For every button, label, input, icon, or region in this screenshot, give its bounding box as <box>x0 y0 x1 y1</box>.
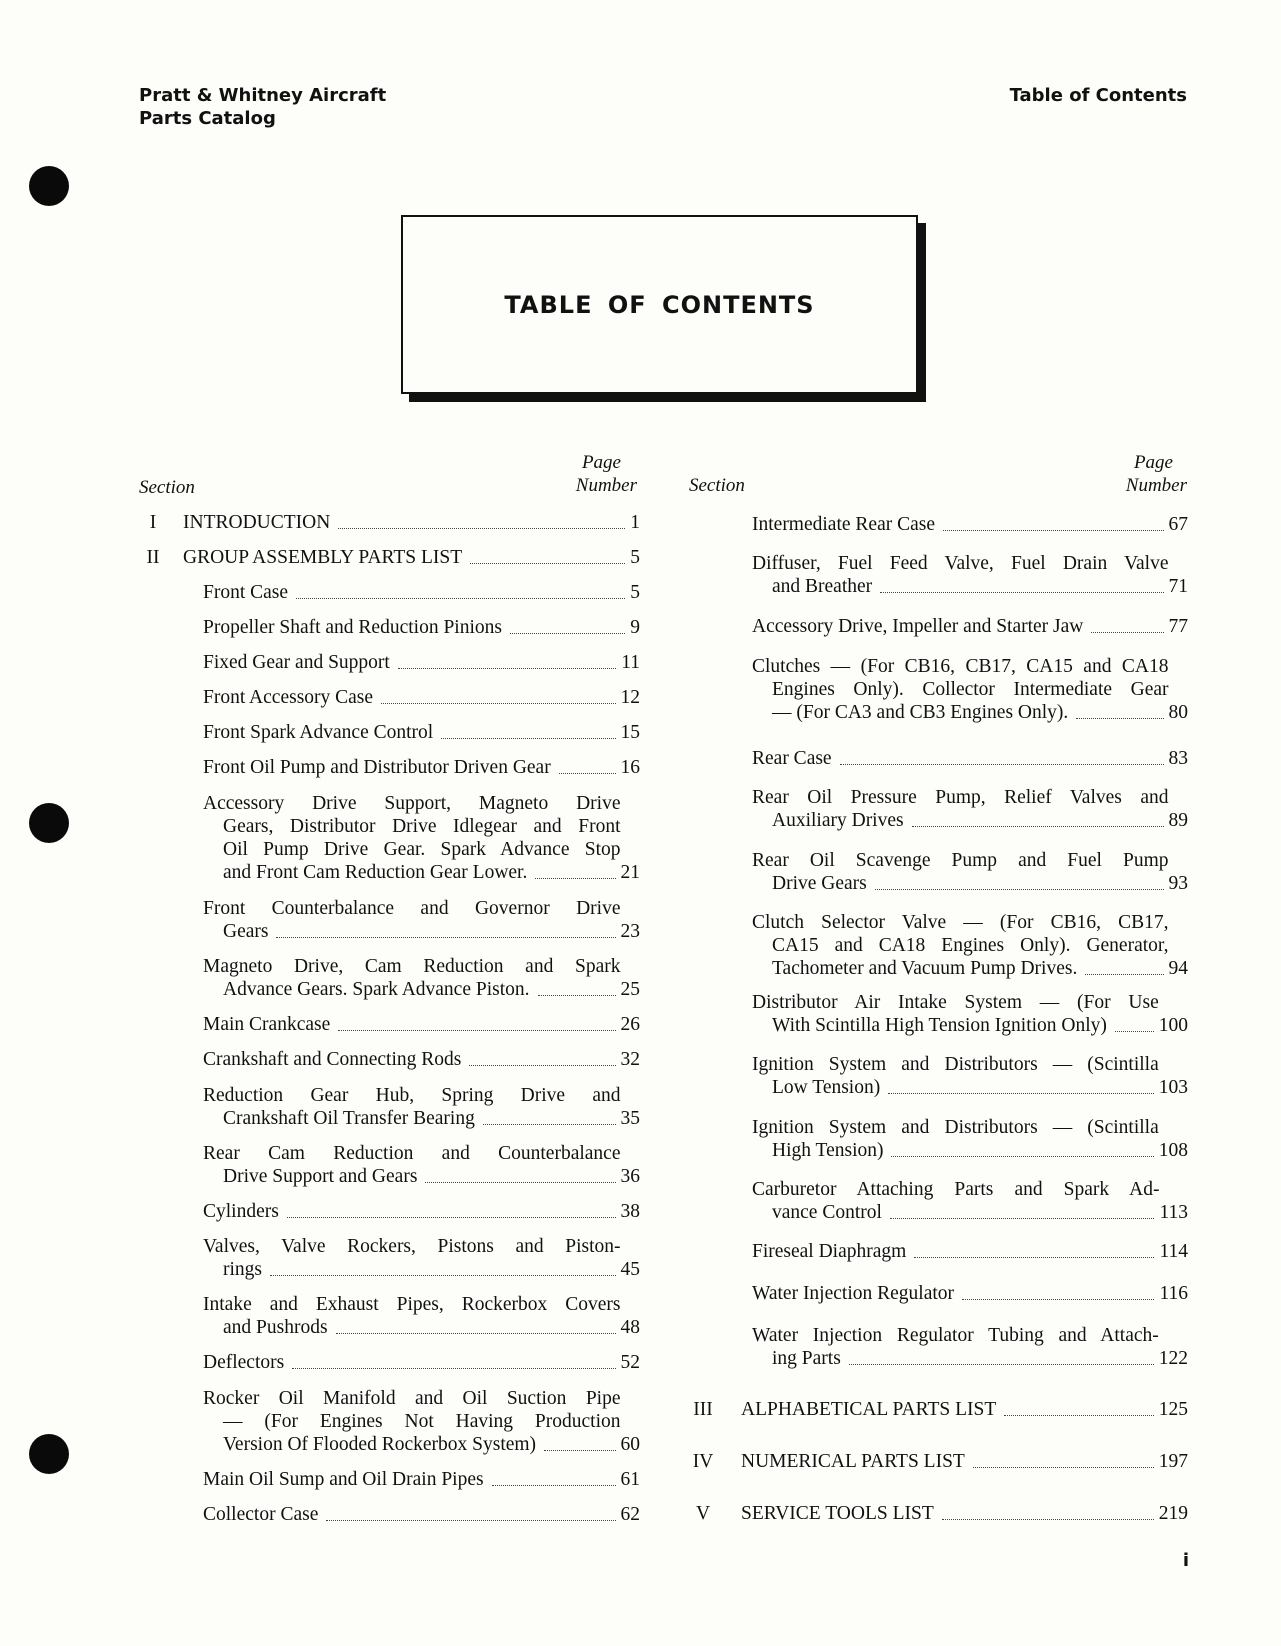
dot-leader <box>890 1218 1155 1219</box>
dot-leader <box>381 703 615 704</box>
entry-title <box>183 546 462 569</box>
dot-leader <box>538 995 616 996</box>
toc-entry[interactable] <box>752 849 1188 895</box>
entry-title <box>752 911 1169 980</box>
entry-title-line: ALPHABETICAL PARTS LIST <box>741 1399 997 1420</box>
toc-entry[interactable] <box>203 1235 640 1281</box>
toc-entry[interactable] <box>203 1200 640 1223</box>
entry-title <box>203 721 433 744</box>
entry-title-line: Water Injection Regulator <box>752 1283 955 1304</box>
entry-title-line: Front Case <box>203 582 289 603</box>
dot-leader <box>880 592 1163 593</box>
dot-leader <box>942 1519 1154 1520</box>
page-ref: 1 <box>630 512 640 533</box>
toc-entry[interactable] <box>752 655 1188 724</box>
section-numeral: IV <box>692 1451 714 1472</box>
entry-title-line <box>203 1433 621 1456</box>
entry-title <box>203 756 551 779</box>
entry-title-line: Intake and Exhaust Pipes, Rockerbox Covers <box>203 1294 621 1315</box>
left-page-header <box>560 451 637 497</box>
entry-title-line: Ignition System and Distributors — (Scintilla <box>752 1117 1159 1138</box>
dot-leader <box>544 1450 615 1451</box>
entry-title-last-line-text: Advance Gears. Spark Advance Piston. <box>223 979 530 1000</box>
entry-title-last-line-text: Gears <box>223 921 269 942</box>
page-ref: 25 <box>620 979 640 1000</box>
entry-title-line: Front Spark Advance Control <box>203 722 434 743</box>
page-ref: 62 <box>620 1504 640 1525</box>
entry-title-line <box>752 1014 1159 1037</box>
entry-title <box>752 991 1159 1037</box>
dot-leader <box>470 563 625 564</box>
page-ref: 116 <box>1159 1283 1188 1304</box>
entry-title-line: Collector Case <box>203 1504 319 1525</box>
entry-title-last-line-text: and Front Cam Reduction Gear Lower. <box>223 862 528 883</box>
entry-title-line <box>203 1107 621 1130</box>
dot-leader <box>1115 1031 1154 1032</box>
entry-title-line: Engines Only). Collector Intermediate Gear <box>772 679 1169 700</box>
page-ref: 5 <box>630 582 640 603</box>
entry-title-line: Magneto Drive, Cam Reduction and Spark <box>203 956 621 977</box>
toc-entry[interactable] <box>752 991 1188 1037</box>
entry-title-line <box>752 701 1169 724</box>
toc-entry[interactable] <box>752 1324 1188 1370</box>
entry-title-line: Cylinders <box>203 1201 279 1222</box>
section-numeral: II <box>146 547 160 568</box>
dot-leader <box>326 1520 615 1521</box>
entry-title-last-line-text: Tachometer and Vacuum Pump Drives. <box>772 958 1078 979</box>
toc-entry[interactable] <box>203 955 640 1001</box>
entry-title <box>183 511 330 534</box>
binder-hole-middle <box>29 803 69 843</box>
dot-leader <box>973 1467 1154 1468</box>
title-box <box>401 215 918 394</box>
entry-title-line: Rear Cam Reduction and Counterbalance <box>203 1143 621 1164</box>
page-ref: 89 <box>1168 810 1188 831</box>
dot-leader <box>336 1333 616 1334</box>
dot-leader <box>1085 974 1163 975</box>
entry-title <box>203 1235 621 1281</box>
page-ref: 60 <box>620 1434 640 1455</box>
entry-title <box>741 1450 965 1473</box>
entry-title-line <box>752 1347 1159 1370</box>
dot-leader <box>483 1124 616 1125</box>
page-ref: 93 <box>1168 873 1188 894</box>
right-page-header <box>1110 451 1187 497</box>
dot-leader <box>888 1093 1154 1094</box>
entry-title-line <box>752 809 1169 832</box>
entry-title <box>752 1178 1159 1224</box>
toc-entry[interactable] <box>752 1116 1188 1162</box>
entry-title-line: Propeller Shaft and Reduction Pinions <box>203 617 502 638</box>
dot-leader <box>912 826 1164 827</box>
toc-entry[interactable] <box>752 513 1188 536</box>
entry-title-line: Fixed Gear and Support <box>203 652 390 673</box>
toc-entry[interactable] <box>752 1178 1188 1224</box>
entry-title-last-line-text: and Pushrods <box>223 1317 328 1338</box>
binder-hole-bottom <box>29 1434 69 1474</box>
entry-title-last-line-text: — (For CA3 and CB3 Engines Only). <box>772 702 1069 723</box>
entry-title <box>752 1282 954 1305</box>
right-section-header: Section <box>689 475 745 496</box>
entry-title-line <box>203 978 621 1001</box>
page-ref: 94 <box>1168 958 1188 979</box>
entry-title <box>752 1324 1159 1370</box>
entry-title <box>203 651 390 674</box>
page-ref: 38 <box>620 1201 640 1222</box>
toc-entry[interactable] <box>752 552 1188 598</box>
page-ref: 80 <box>1168 702 1188 723</box>
page-ref: 108 <box>1158 1140 1188 1161</box>
toc-entry[interactable] <box>752 1282 1188 1305</box>
page-ref: 48 <box>620 1317 640 1338</box>
toc-entry[interactable] <box>692 1450 1188 1473</box>
page-ref: 36 <box>620 1166 640 1187</box>
entry-title-line: Main Oil Sump and Oil Drain Pipes <box>203 1469 484 1490</box>
dot-leader <box>425 1182 615 1183</box>
toc-entry[interactable] <box>203 1084 640 1130</box>
page-ref: 61 <box>620 1469 640 1490</box>
dot-leader <box>840 764 1164 765</box>
page-ref: 113 <box>1159 1202 1188 1223</box>
entry-title-line: Fireseal Diaphragm <box>752 1241 907 1262</box>
dot-leader <box>287 1217 616 1218</box>
page-ref: 83 <box>1168 748 1188 769</box>
entry-title-line: Diffuser, Fuel Feed Valve, Fuel Drain Valve <box>752 553 1169 574</box>
page-ref: 9 <box>630 617 640 638</box>
entry-title <box>752 786 1169 832</box>
page-ref: 77 <box>1168 616 1188 637</box>
entry-title <box>752 1240 906 1263</box>
toc-entry[interactable] <box>752 747 1188 770</box>
entry-title-line: Front Accessory Case <box>203 687 374 708</box>
entry-title-line: Crankshaft and Connecting Rods <box>203 1049 462 1070</box>
catalog-name: Parts Catalog <box>139 108 276 129</box>
dot-leader <box>875 889 1164 890</box>
toc-entry[interactable] <box>203 1468 640 1491</box>
entry-title-last-line-text: Drive Support and Gears <box>223 1166 418 1187</box>
entry-title-last-line-text: ing Parts <box>772 1348 841 1369</box>
entry-title-line: Reduction Gear Hub, Spring Drive and <box>203 1085 621 1106</box>
entry-title-line: Main Crankcase <box>203 1014 331 1035</box>
toc-entry[interactable] <box>203 1351 640 1374</box>
entry-title-line <box>752 1076 1159 1099</box>
entry-title <box>741 1502 934 1525</box>
entry-title-line: Oil Pump Drive Gear. Spark Advance Stop <box>223 839 621 860</box>
page-ref: 219 <box>1158 1503 1188 1524</box>
entry-title-line: Deflectors <box>203 1352 285 1373</box>
entry-title-line: Water Injection Regulator Tubing and Attach- <box>752 1325 1159 1346</box>
entry-title <box>203 1351 284 1374</box>
entry-title-line <box>752 872 1169 895</box>
entry-title-line: — (For Engines Not Having Production <box>223 1411 621 1432</box>
entry-title <box>752 552 1169 598</box>
entry-title-line <box>203 1316 621 1339</box>
entry-title <box>203 1142 621 1188</box>
dot-leader <box>441 738 615 739</box>
page-ref: 26 <box>620 1014 640 1035</box>
entry-title-line <box>203 1258 621 1281</box>
entry-title <box>752 1053 1159 1099</box>
entry-title-line: Rocker Oil Manifold and Oil Suction Pipe <box>203 1388 621 1409</box>
entry-title <box>741 1398 996 1421</box>
entry-title-line: Gears, Distributor Drive Idlegear and Front <box>223 816 621 837</box>
entry-title-line: Clutch Selector Valve — (For CB16, CB17, <box>752 912 1169 933</box>
entry-title-last-line-text: Auxiliary Drives <box>772 810 904 831</box>
dot-leader <box>1004 1415 1154 1416</box>
entry-title-last-line-text: Drive Gears <box>772 873 867 894</box>
entry-title-last-line-text: vance Control <box>772 1202 882 1223</box>
entry-title-last-line-text: rings <box>223 1259 262 1280</box>
dot-leader <box>510 633 625 634</box>
page-ref: 114 <box>1159 1241 1188 1262</box>
entry-title <box>752 513 935 536</box>
entry-title <box>752 747 832 770</box>
toc-entry[interactable] <box>203 581 640 604</box>
toc-entry[interactable] <box>203 1387 640 1456</box>
page-ref: 5 <box>630 547 640 568</box>
dot-leader <box>276 937 615 938</box>
dot-leader <box>270 1275 616 1276</box>
left-section-header: Section <box>139 477 195 498</box>
entry-title-line <box>752 575 1169 598</box>
toc-entry[interactable] <box>203 616 640 639</box>
entry-title <box>203 1013 330 1036</box>
entry-title-line: NUMERICAL PARTS LIST <box>741 1451 965 1472</box>
page-ref: 45 <box>620 1259 640 1280</box>
entry-title <box>203 1200 279 1223</box>
entry-title-line: Accessory Drive, Impeller and Starter Jaw <box>752 616 1084 637</box>
entry-title-last-line-text: Version Of Flooded Rockerbox System) <box>223 1434 537 1455</box>
page-ref: 21 <box>620 862 640 883</box>
entry-title <box>203 1084 621 1130</box>
page-ref: 32 <box>620 1049 640 1070</box>
section-numeral: III <box>693 1399 713 1420</box>
entry-title-line: Ignition System and Distributors — (Scintilla <box>752 1054 1159 1075</box>
entry-title-line <box>203 920 621 943</box>
dot-leader <box>296 598 625 599</box>
entry-title-line: GROUP ASSEMBLY PARTS LIST <box>183 547 463 568</box>
page-title: TABLE OF CONTENTS <box>504 290 815 319</box>
entry-title-last-line-text: and Breather <box>772 576 873 597</box>
entry-title <box>752 655 1169 724</box>
running-header-left <box>139 84 386 130</box>
entry-title-last-line-text: With Scintilla High Tension Ignition Only) <box>772 1015 1107 1036</box>
entry-title-line: Rear Oil Scavenge Pump and Fuel Pump <box>752 850 1169 871</box>
entry-title <box>752 615 1083 638</box>
dot-leader <box>292 1368 615 1369</box>
page-ref: 16 <box>620 757 640 778</box>
entry-title-line: Rear Oil Pressure Pump, Relief Valves and <box>752 787 1169 808</box>
toc-entry[interactable] <box>203 651 640 674</box>
entry-title-line <box>752 957 1169 980</box>
page-ref: 15 <box>620 722 640 743</box>
entry-title <box>752 849 1169 895</box>
toc-entry[interactable] <box>752 911 1188 980</box>
entry-title-line <box>203 1165 621 1188</box>
page-ref: 100 <box>1158 1015 1188 1036</box>
toc-entry[interactable] <box>203 1503 640 1526</box>
toc-entry[interactable] <box>203 792 640 884</box>
entry-title <box>203 897 621 943</box>
entry-title <box>203 1503 318 1526</box>
toc-entry[interactable] <box>203 756 640 779</box>
entry-title-line: Accessory Drive Support, Magneto Drive <box>203 793 621 814</box>
page-ref: 23 <box>620 921 640 942</box>
left-page-header-line1: Page <box>581 452 621 473</box>
entry-title-line: Clutches — (For CB16, CB17, CA15 and CA18 <box>752 656 1169 677</box>
dot-leader <box>943 530 1164 531</box>
toc-entry[interactable] <box>203 1048 640 1071</box>
page-number: i <box>1182 1550 1189 1571</box>
right-page-header-line1: Page <box>1133 452 1173 473</box>
entry-title <box>203 955 621 1001</box>
entry-title <box>752 1116 1159 1162</box>
toc-entry[interactable] <box>203 1013 640 1036</box>
entry-title-line <box>203 861 621 884</box>
page-ref: 122 <box>1158 1348 1188 1369</box>
entry-title-line: Intermediate Rear Case <box>752 514 935 535</box>
toc-entry[interactable] <box>752 1053 1188 1099</box>
dot-leader <box>559 773 616 774</box>
toc-entry[interactable] <box>149 511 640 534</box>
toc-entry[interactable] <box>752 615 1188 638</box>
section-numeral: V <box>695 1503 711 1524</box>
section-numeral: I <box>149 512 157 533</box>
entry-title <box>203 581 288 604</box>
page-ref: 197 <box>1158 1451 1188 1472</box>
right-page-header-line2: Number <box>1125 475 1187 496</box>
entry-title-line: Carburetor Attaching Parts and Spark Ad- <box>752 1179 1160 1200</box>
entry-title <box>203 1387 621 1456</box>
dot-leader <box>492 1485 616 1486</box>
toc-entry[interactable] <box>203 1293 640 1339</box>
page-ref: 11 <box>621 652 640 673</box>
entry-title-line: Distributor Air Intake System — (For Use <box>752 992 1159 1013</box>
dot-leader <box>338 528 625 529</box>
entry-title-line <box>752 1201 1159 1224</box>
dot-leader <box>1091 632 1163 633</box>
page-ref: 103 <box>1158 1077 1188 1098</box>
dot-leader <box>398 668 616 669</box>
entry-title-line: Rear Case <box>752 748 832 769</box>
entry-title <box>203 686 373 709</box>
page-ref: 125 <box>1158 1399 1188 1420</box>
entry-title <box>203 1048 461 1071</box>
toc-entry[interactable] <box>146 546 640 569</box>
dot-leader <box>469 1065 615 1066</box>
running-header-right: Table of Contents <box>1009 85 1187 106</box>
dot-leader <box>535 878 615 879</box>
dot-leader <box>849 1364 1154 1365</box>
dot-leader <box>1076 718 1163 719</box>
entry-title-last-line-text: High Tension) <box>772 1140 884 1161</box>
entry-title <box>203 792 621 884</box>
dot-leader <box>891 1156 1153 1157</box>
toc-entry[interactable] <box>693 1398 1188 1421</box>
entry-title <box>203 1293 621 1339</box>
entry-title-line: CA15 and CA18 Engines Only). Generator, <box>772 935 1169 956</box>
entry-title-last-line-text: Low Tension) <box>772 1077 881 1098</box>
toc-entry[interactable] <box>203 721 640 744</box>
entry-title-line: Valves, Valve Rockers, Pistons and Piston- <box>203 1236 621 1257</box>
entry-title-line: Front Counterbalance and Governor Drive <box>203 898 621 919</box>
entry-title-line: Front Oil Pump and Distributor Driven Gear <box>203 757 551 778</box>
page-ref: 12 <box>620 687 640 708</box>
toc-entry[interactable] <box>695 1502 1188 1525</box>
page-ref: 52 <box>620 1352 640 1373</box>
dot-leader <box>338 1030 615 1031</box>
entry-title-line <box>752 1139 1159 1162</box>
dot-leader <box>914 1257 1154 1258</box>
page-ref: 71 <box>1168 576 1188 597</box>
toc-entry[interactable] <box>203 1142 640 1188</box>
toc-entry[interactable] <box>752 786 1188 832</box>
toc-entry[interactable] <box>203 897 640 943</box>
toc-entry[interactable] <box>203 686 640 709</box>
entry-title-line: SERVICE TOOLS LIST <box>741 1503 934 1524</box>
binder-hole-top <box>29 166 69 206</box>
entry-title-line: INTRODUCTION <box>183 512 331 533</box>
entry-title <box>203 616 502 639</box>
dot-leader <box>962 1299 1154 1300</box>
publisher-name: Pratt & Whitney Aircraft <box>139 85 387 106</box>
entry-title <box>203 1468 484 1491</box>
page-ref: 67 <box>1168 514 1188 535</box>
left-page-header-line2: Number <box>575 475 637 496</box>
page-ref: 35 <box>620 1108 640 1129</box>
entry-title-last-line-text: Crankshaft Oil Transfer Bearing <box>223 1108 475 1129</box>
toc-entry[interactable] <box>752 1240 1188 1263</box>
